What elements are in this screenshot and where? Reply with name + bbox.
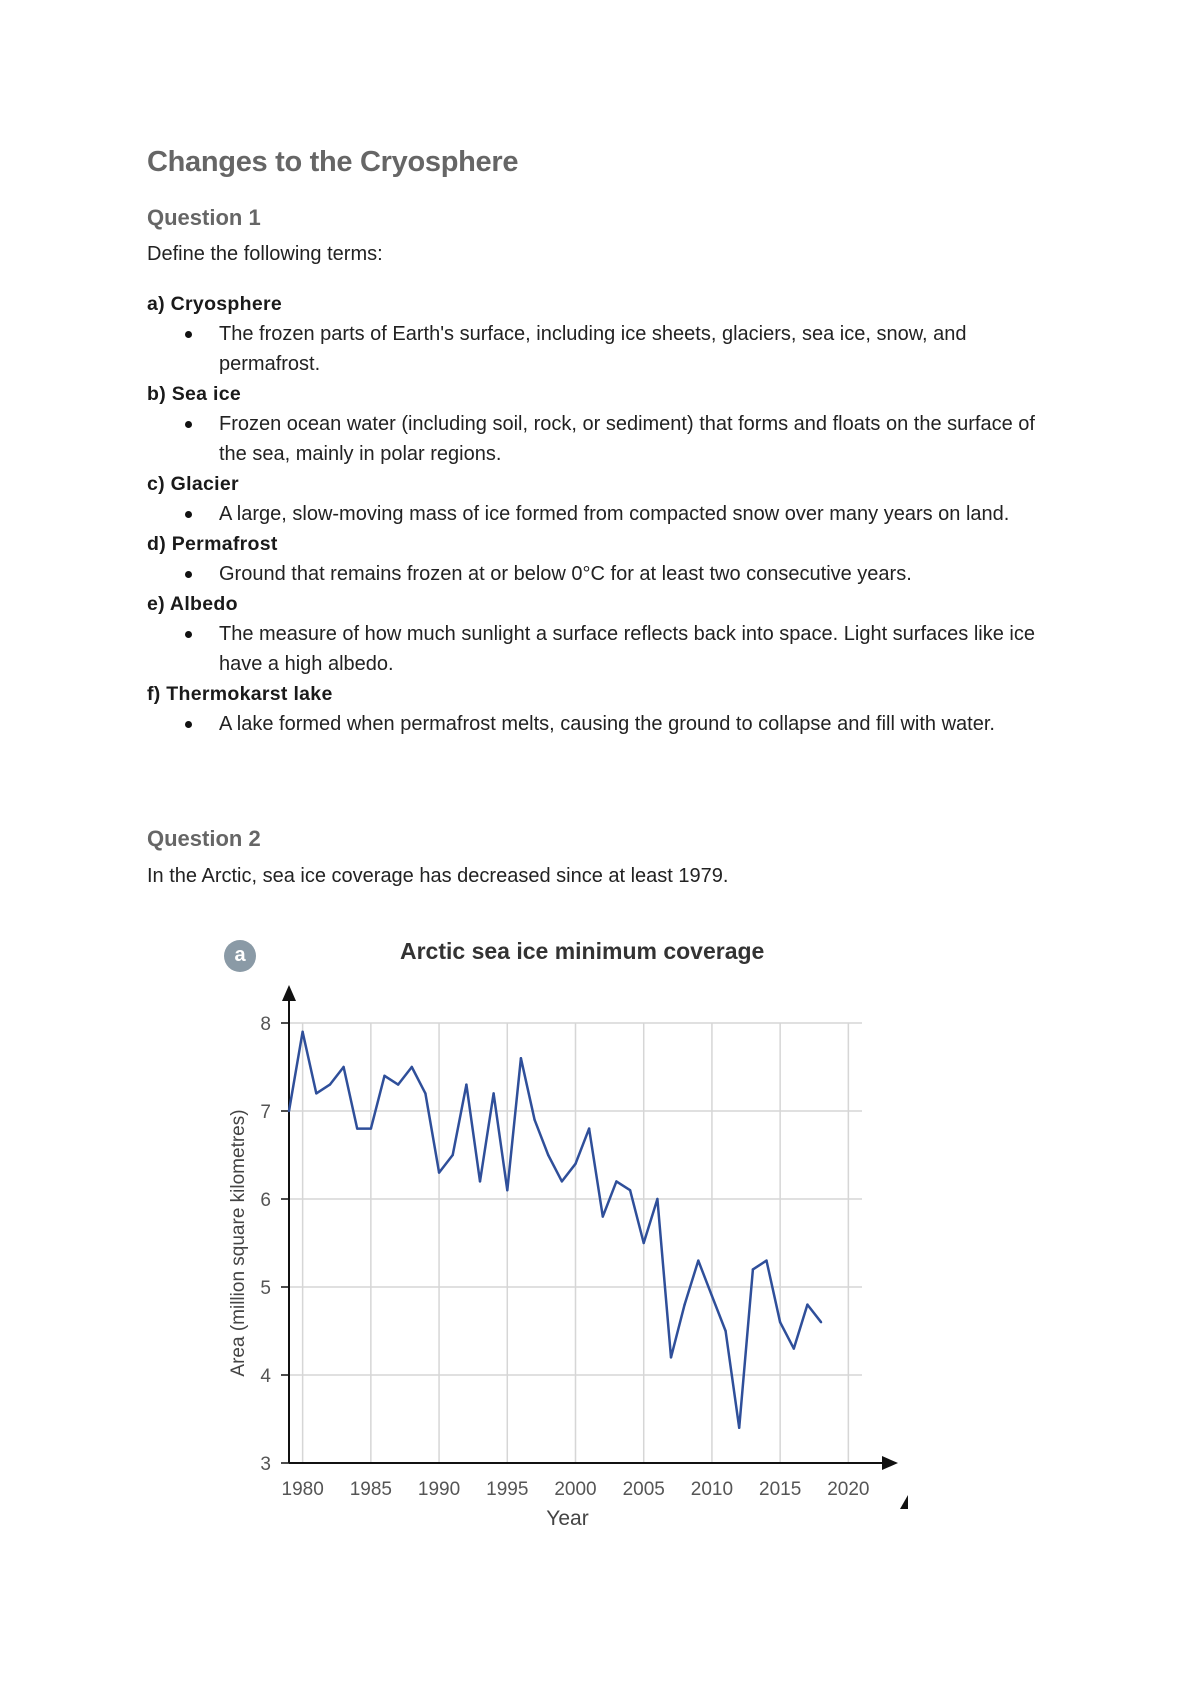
term-definition-text: Ground that remains frozen at or below 0°C for at least two consecutive years. (219, 563, 912, 585)
term-definition-text: A lake formed when permafrost melts, causing the ground to collapse and fill with water. (219, 713, 995, 735)
data-point (383, 1075, 385, 1077)
term-definition (147, 619, 1059, 679)
term-item (147, 589, 1067, 679)
figure-badge: a (224, 940, 256, 972)
term-label: a) Cryosphere (147, 293, 283, 315)
data-point (683, 1303, 685, 1305)
data-point (465, 1083, 467, 1085)
data-point (492, 1092, 494, 1094)
data-point (520, 1057, 522, 1059)
term-definition (147, 409, 1059, 469)
x-tick-label: 2005 (622, 1479, 665, 1500)
term-label: e) Albedo (147, 593, 238, 615)
term-definition-text: The frozen parts of Earth's surface, including ice sheets, glaciers, sea ice, snow, and permafrost. (219, 323, 967, 375)
term-label: f) Thermokarst lake (147, 683, 333, 705)
bullet-icon (185, 421, 192, 428)
data-point (752, 1268, 754, 1270)
data-point (329, 1083, 331, 1085)
term-item (147, 469, 1067, 529)
term-label: b) Sea ice (147, 383, 242, 405)
term-definition-text: Frozen ocean water (including soil, rock, or sediment) that forms and floats on the surface of the sea, mainly in polar regions. (219, 413, 1035, 465)
chart-title: Arctic sea ice minimum coverage (400, 938, 765, 964)
x-tick-label: 2010 (690, 1479, 734, 1500)
sea-ice-chart (200, 920, 1000, 1560)
x-tick-label: 2000 (554, 1479, 597, 1500)
term-item (147, 289, 1067, 379)
x-tick-label: 2015 (759, 1479, 802, 1500)
x-tick-label: 1995 (486, 1479, 529, 1500)
data-point (411, 1066, 413, 1068)
data-point (397, 1083, 399, 1085)
x-axis-label: Year (546, 1507, 589, 1530)
term-item (147, 529, 1067, 589)
term-label: c) Glacier (147, 473, 239, 495)
data-point (820, 1321, 822, 1323)
term-definition (147, 319, 1059, 379)
document-title: Changes to the Cryosphere (147, 146, 519, 178)
term-definition-text: A large, slow-moving mass of ice formed from compacted snow over many years on land. (219, 503, 1010, 525)
data-point (588, 1127, 590, 1129)
term-item (147, 379, 1067, 469)
data-point (697, 1259, 699, 1261)
y-axis-arrow-icon (282, 985, 296, 1001)
data-point (765, 1259, 767, 1261)
x-tick-label: 2020 (827, 1479, 870, 1500)
data-point (452, 1154, 454, 1156)
term-definition-text: The measure of how much sunlight a surface reflects back into space. Light surfaces like ice have a high albedo. (219, 623, 1035, 675)
data-point (315, 1092, 317, 1094)
data-point (806, 1303, 808, 1305)
x-axis-arrow-icon (882, 1456, 898, 1470)
y-tick-label: 3 (260, 1454, 271, 1475)
data-point (438, 1171, 440, 1173)
term-definition (147, 559, 1059, 589)
data-point (643, 1242, 645, 1244)
y-tick-label: 6 (260, 1190, 271, 1211)
data-point (615, 1180, 617, 1182)
question-2-text: In the Arctic, sea ice coverage has decreased since at least 1979. (147, 865, 729, 887)
data-point (629, 1189, 631, 1191)
sea-ice-figure (200, 920, 1000, 1560)
question-2-heading: Question 2 (147, 826, 261, 851)
y-tick-label: 7 (260, 1102, 271, 1123)
data-point (574, 1163, 576, 1165)
data-point (479, 1180, 481, 1182)
x-tick-label: 1990 (417, 1479, 461, 1500)
series-line (289, 1032, 821, 1428)
data-point (793, 1347, 795, 1349)
bullet-icon (185, 631, 192, 638)
y-tick-label: 5 (260, 1278, 271, 1299)
term-label: d) Permafrost (147, 533, 278, 555)
data-point (711, 1295, 713, 1297)
bullet-icon (185, 511, 192, 518)
data-point (724, 1330, 726, 1332)
data-point (533, 1119, 535, 1121)
term-definition (147, 499, 1059, 529)
data-point (738, 1427, 740, 1429)
term-definition (147, 709, 1059, 739)
data-point (356, 1127, 358, 1129)
data-point (301, 1031, 303, 1033)
data-point (288, 1110, 290, 1112)
y-tick-label: 8 (260, 1014, 271, 1035)
data-point (670, 1356, 672, 1358)
y-axis-label: Area (million square kilometres) (228, 1109, 249, 1377)
data-point (506, 1189, 508, 1191)
data-point (342, 1066, 344, 1068)
x-tick-label: 1985 (349, 1479, 392, 1500)
question-1-intro: Define the following terms: (147, 243, 383, 265)
bullet-icon (185, 331, 192, 338)
terms-list (147, 289, 1067, 739)
data-point (656, 1198, 658, 1200)
data-point (561, 1180, 563, 1182)
data-point (547, 1154, 549, 1156)
question-1-heading: Question 1 (147, 205, 261, 230)
bullet-icon (185, 721, 192, 728)
data-point (370, 1127, 372, 1129)
x-tick-label: 1980 (281, 1479, 324, 1500)
term-item (147, 679, 1067, 739)
data-point (602, 1215, 604, 1217)
data-point (779, 1321, 781, 1323)
data-point (424, 1092, 426, 1094)
corner-mark-icon (900, 1495, 908, 1509)
y-tick-label: 4 (260, 1366, 271, 1387)
bullet-icon (185, 571, 192, 578)
